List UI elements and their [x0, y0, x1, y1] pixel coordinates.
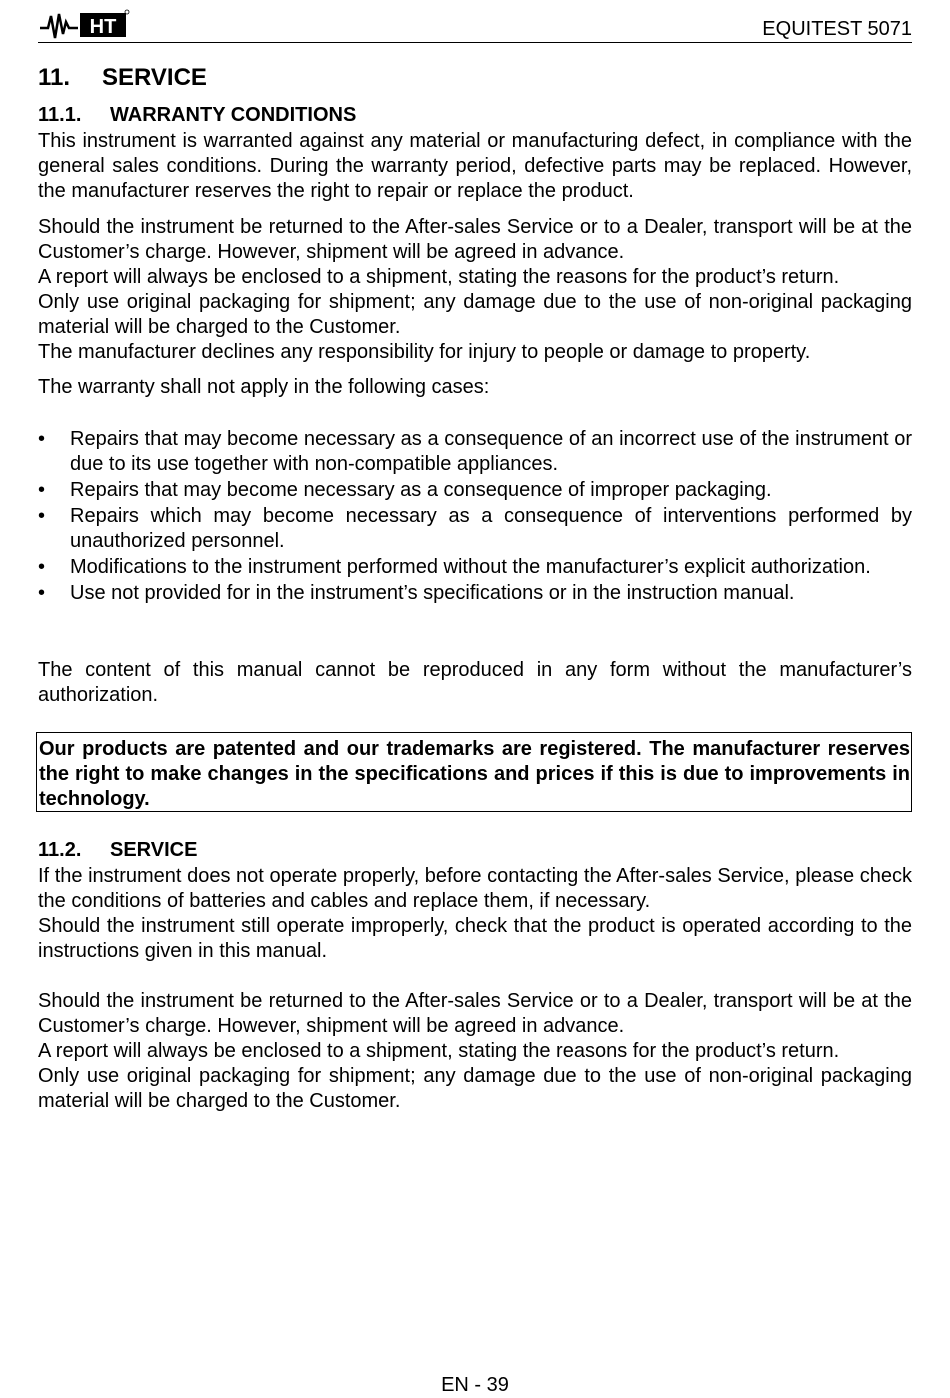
warranty-paragraph-6: The warranty shall not apply in the following cases: — [38, 376, 490, 398]
service-title: SERVICE — [110, 839, 198, 861]
page-header — [38, 4, 912, 43]
list-item: • Repairs which may become necessary as a consequence of interventions performed by unauthorized personnel. — [38, 505, 912, 552]
bullet-icon: • — [38, 479, 46, 501]
section-number: 11. — [38, 64, 71, 91]
list-item: • Repairs that may become necessary as a consequence of improper packaging. — [38, 479, 772, 501]
service-paragraph-5: Only use original packaging for shipment; any damage due to the use of non-original packaging material will be charged to the Customer. — [38, 1065, 912, 1112]
list-item: • Repairs that may become necessary as a consequence of an incorrect use of the instrument or due to its use together with non-compatible appliances. — [38, 428, 912, 475]
warranty-paragraph-2: Should the instrument be returned to the After-sales Service or to a Dealer, transport will be at the Customer’s charge. However, shipment will be agreed in advance. — [38, 216, 912, 263]
warranty-paragraph-1: This instrument is warranted against any material or manufacturing defect, in compliance with the general sales conditions. During the warranty period, defective parts may be replaced. However, the manufacturer reserves the right to repair or replace the product. — [38, 130, 912, 202]
warranty-number: 11.1. — [38, 104, 82, 126]
model-name: EQUITEST 5071 — [762, 18, 912, 40]
patent-notice-box: Our products are patented and our trademarks are registered. The manufacturer reserves the right to make changes in the specifications and prices if this is due to improvements in technology. — [36, 732, 912, 812]
service-paragraph-2: Should the instrument still operate improperly, check that the product is operated according to the instructions given in this manual. — [38, 915, 912, 962]
service-paragraph-4: A report will always be enclosed to a shipment, stating the reasons for the product’s return. — [38, 1040, 840, 1062]
list-item: • Use not provided for in the instrument’s specifications or in the instruction manual. — [38, 582, 795, 604]
warranty-paragraph-4: Only use original packaging for shipment; any damage due to the use of non-original packaging material will be charged to the Customer. — [38, 291, 912, 338]
bullet-icon: • — [38, 428, 46, 450]
warranty-paragraph-3: A report will always be enclosed to a shipment, stating the reasons for the product’s return. — [38, 266, 840, 288]
bullet-icon: • — [38, 556, 46, 578]
ht-logo — [38, 8, 130, 42]
page-number: EN - 39 — [441, 1374, 509, 1396]
warranty-heading — [38, 104, 356, 127]
section-title: SERVICE — [102, 64, 207, 91]
section-heading — [38, 64, 207, 92]
exclusions-list — [38, 427, 912, 607]
warranty-title: WARRANTY CONDITIONS — [110, 104, 357, 126]
service-paragraph-1: If the instrument does not operate properly, before contacting the After-sales Service, please check the conditions of batteries and cables and replace them, if necessary. — [38, 865, 912, 912]
bullet-icon: • — [38, 505, 46, 527]
warranty-paragraph-5: The manufacturer declines any responsibility for injury to people or damage to property. — [38, 341, 811, 363]
service-heading — [38, 839, 197, 862]
service-number: 11.2. — [38, 839, 82, 861]
service-paragraph-3: Should the instrument be returned to the After-sales Service or to a Dealer, transport will be at the Customer’s charge. However, shipment will be agreed in advance. — [38, 990, 912, 1037]
bullet-icon: • — [38, 582, 46, 604]
copyright-paragraph: The content of this manual cannot be reproduced in any form without the manufacturer’s authorization. — [38, 659, 912, 706]
svg-text:HT: HT — [89, 16, 117, 38]
list-item: • Modifications to the instrument performed without the manufacturer’s explicit authorization. — [38, 556, 871, 578]
